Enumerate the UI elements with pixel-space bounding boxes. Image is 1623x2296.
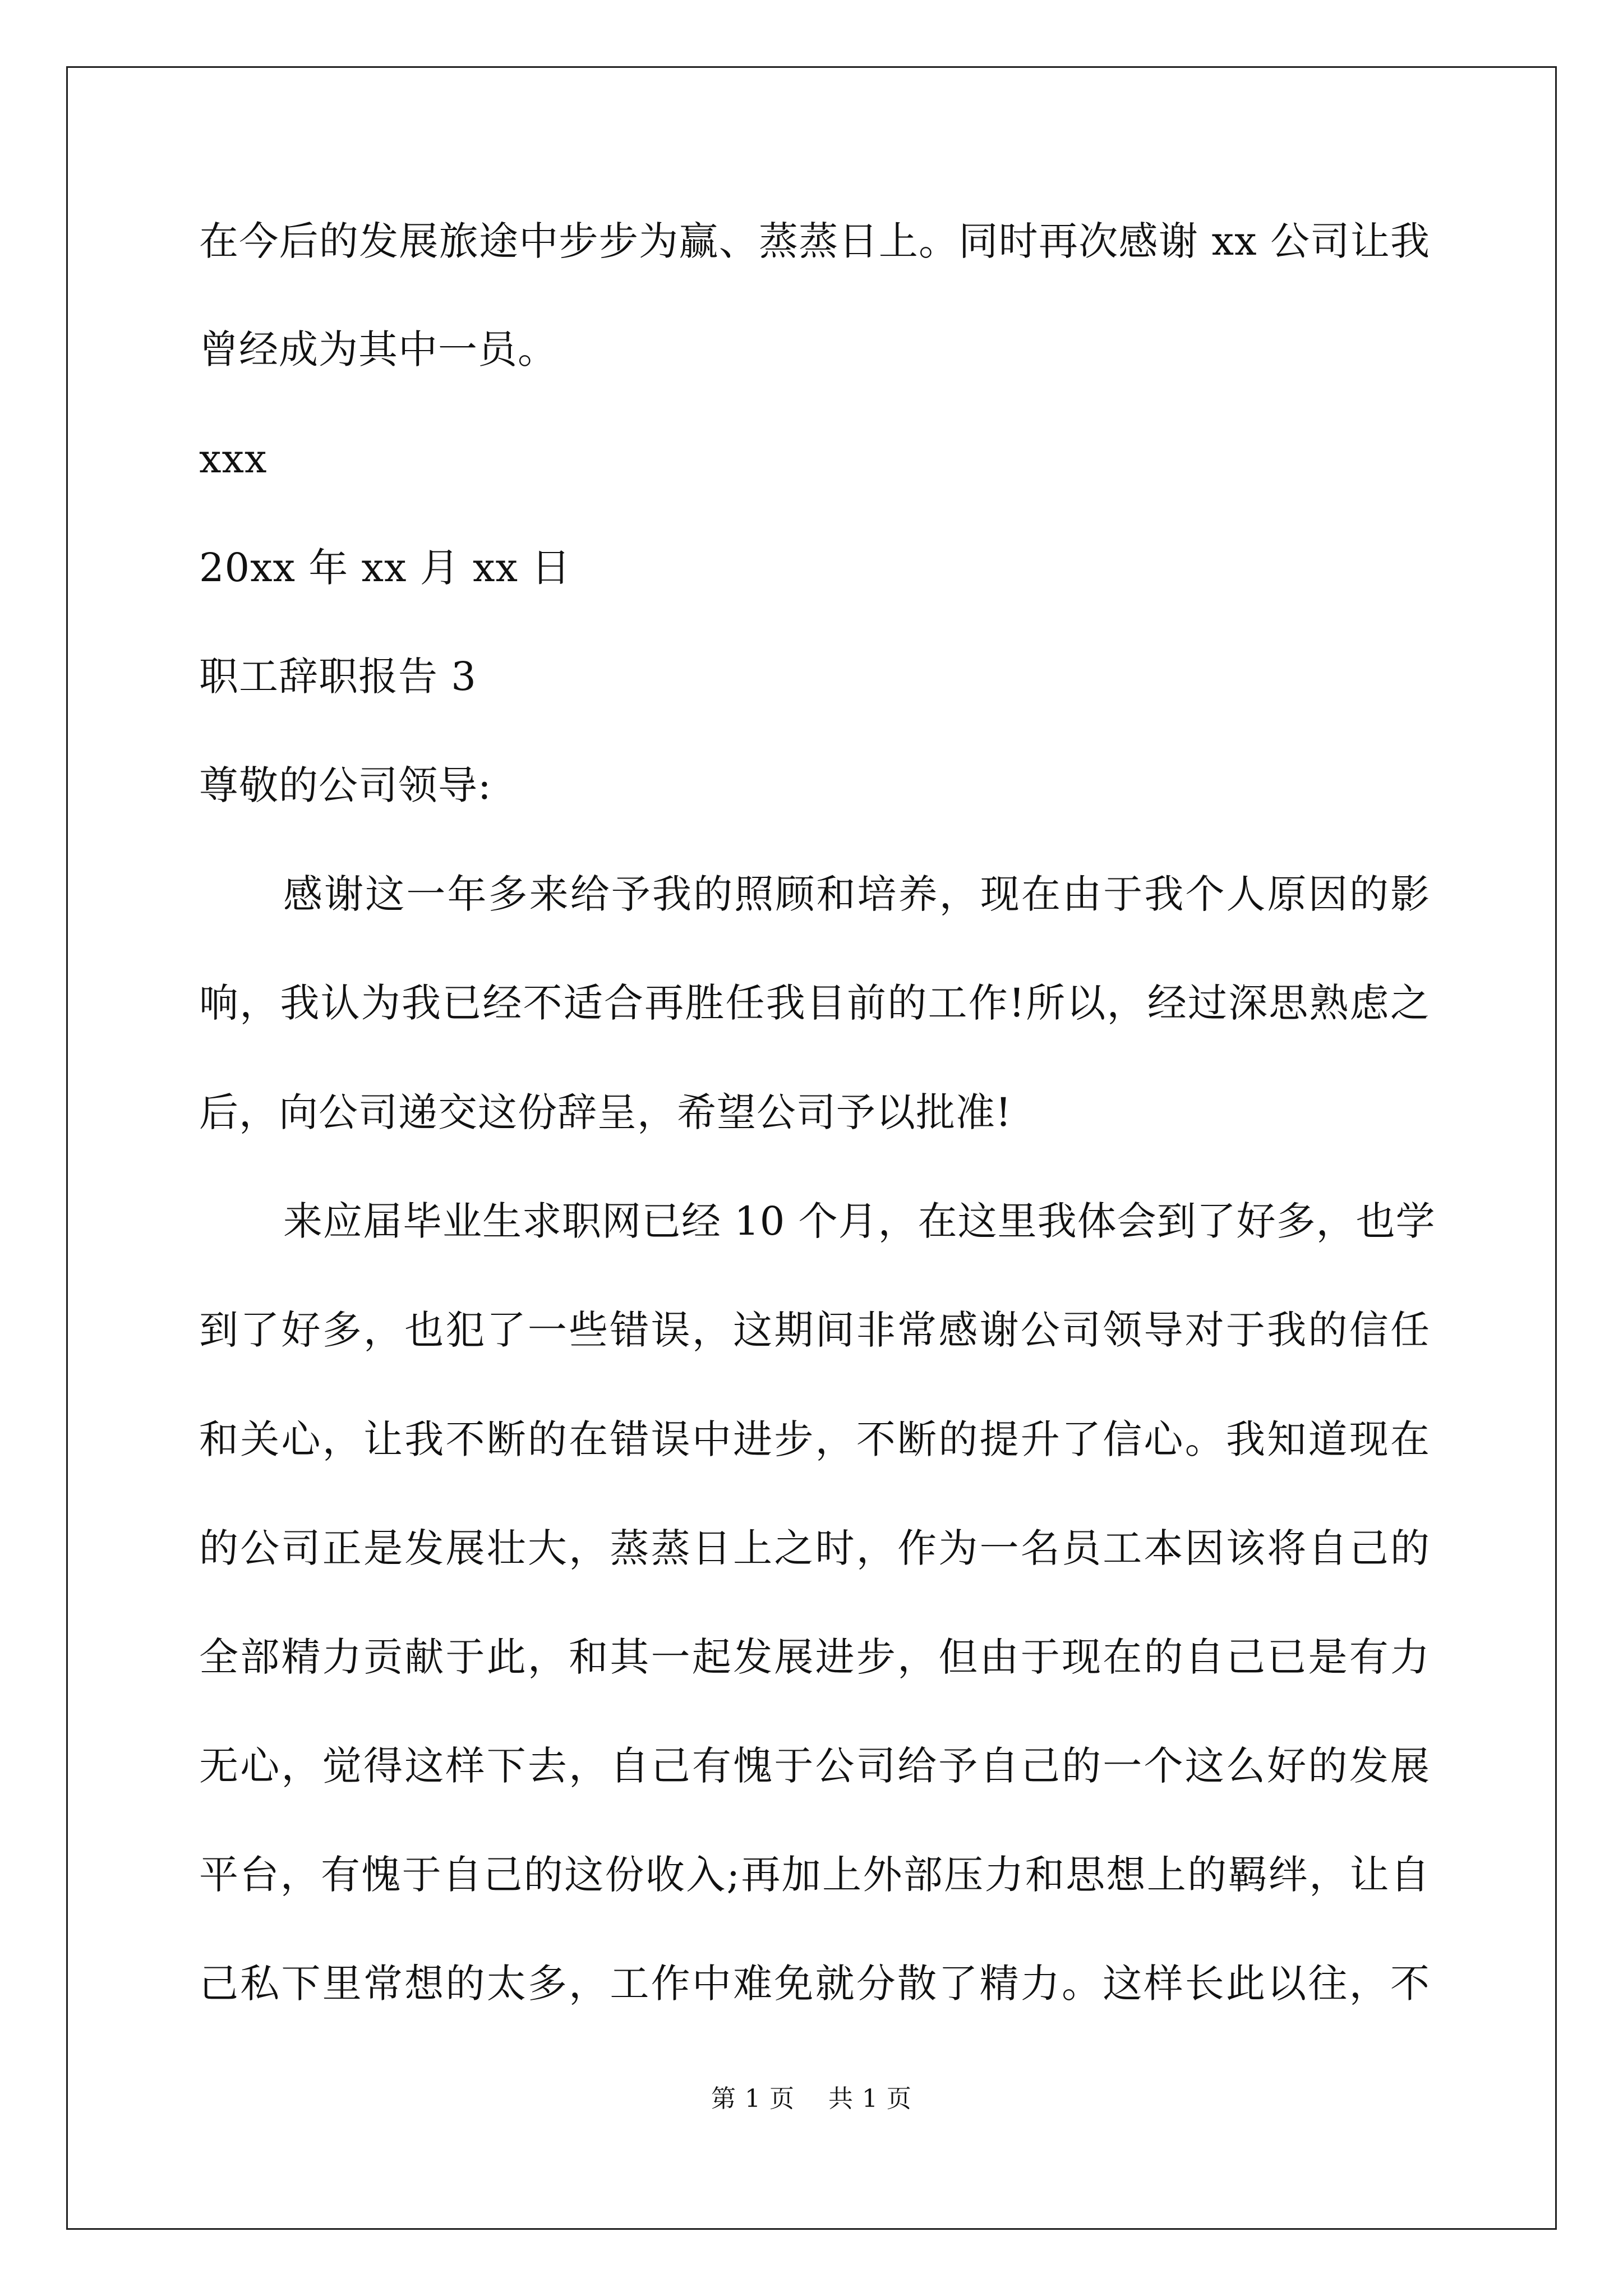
paragraph-line: 感谢这一年多来给予我的照顾和培养，现在由于我个人原因的影: [283, 871, 1430, 917]
paragraph-line: 来应届毕业生求职网已经 10 个月，在这里我体会到了好多，也学: [283, 1198, 1436, 1244]
paragraph-line: 平台，有愧于自己的这份收入;再加上外部压力和思想上的羁绊，让自: [199, 1852, 1430, 1898]
paragraph-line: 和关心，让我不断的在错误中进步，不断的提升了信心。我知道现在: [199, 1416, 1430, 1462]
text-line: 曾经成为其中一员。: [199, 326, 557, 372]
section-title: 职工辞职报告 3: [199, 654, 477, 700]
text-line: 在今后的发展旅途中步步为赢、蒸蒸日上。同时再次感谢 xx 公司让我: [199, 218, 1430, 264]
paragraph-line: 响，我认为我已经不适合再胜任我目前的工作!所以，经过深思熟虑之: [199, 980, 1430, 1026]
paragraph-line: 到了好多，也犯了一些错误，这期间非常感谢公司领导对于我的信任: [199, 1307, 1430, 1353]
paragraph-line: 己私下里常想的太多，工作中难免就分散了精力。这样长此以往，不: [199, 1961, 1430, 2007]
paragraph-line: 后，向公司递交这份辞呈，希望公司予以批准!: [199, 1089, 1012, 1135]
page-border: [66, 66, 1557, 2230]
salutation: 尊敬的公司领导:: [199, 762, 492, 808]
page-number-footer: 第 1 页 共 1 页: [711, 2085, 912, 2113]
signature-date: 20xx 年 xx 月 xx 日: [199, 545, 571, 591]
paragraph-line: 全部精力贡献于此，和其一起发展进步，但由于现在的自己已是有力: [199, 1634, 1430, 1680]
signature-name: xxx: [199, 436, 268, 482]
paragraph-line: 的公司正是发展壮大，蒸蒸日上之时，作为一名员工本因该将自己的: [199, 1525, 1430, 1571]
paragraph-line: 无心，觉得这样下去，自己有愧于公司给予自己的一个这么好的发展: [199, 1743, 1430, 1789]
